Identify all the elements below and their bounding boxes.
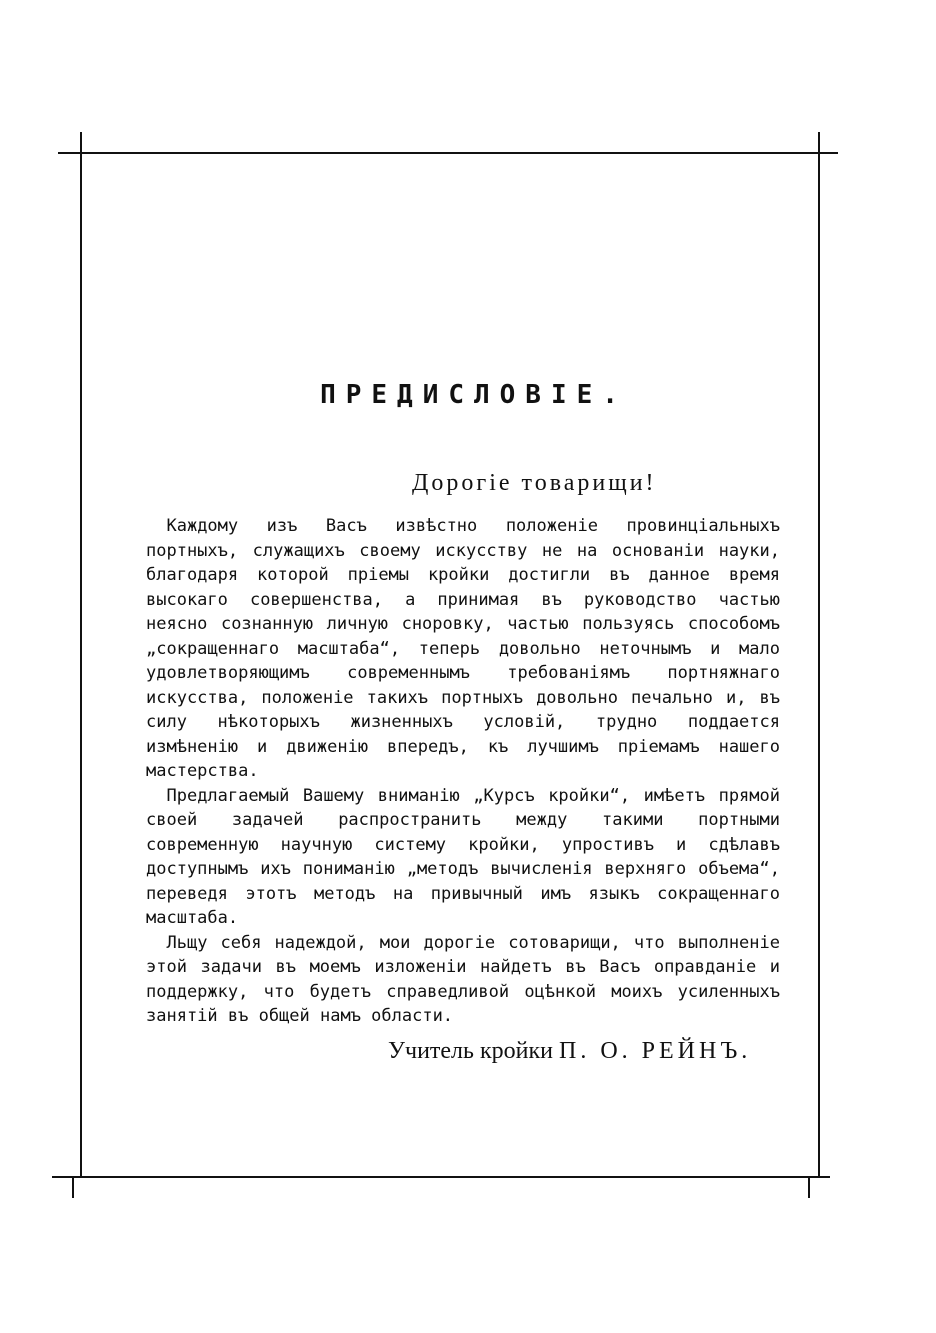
frame-top-line bbox=[58, 152, 838, 154]
frame-tick-bottom-right bbox=[808, 1176, 810, 1198]
signature-name: П. О. РЕЙНЪ. bbox=[558, 1038, 752, 1064]
signature-prefix: Учитель кройки bbox=[388, 1038, 553, 1064]
page-heading: ПРЕДИСЛОВІЕ. bbox=[320, 380, 628, 410]
body-text bbox=[146, 514, 780, 1029]
frame-tick-top-right bbox=[818, 132, 820, 154]
paragraph-3: Льщу себя надеждой, мои дорогіе сотоварищи, что выполненіе этой задачи въ моемъ изложеніи найдетъ въ Васъ оправданіе и поддержку, что будетъ справедливой оцѣнкой моихъ усиленныхъ занятій въ общей намъ области. bbox=[146, 932, 780, 1026]
salutation: Дорогіе товарищи! bbox=[412, 470, 657, 496]
frame-bottom-line bbox=[52, 1176, 830, 1178]
paragraph-2: Предлагаемый Вашему вниманію „Курсъ кройки“, имѣетъ прямой своей задачей распространить между такими портными современную научную систему кройки, упростивъ и сдѣлавъ доступнымъ ихъ пониманію „методъ вычисленія верхняго объема“, переведя этотъ методъ на привычный имъ языкъ сокращеннаго масштаба. bbox=[146, 785, 780, 928]
frame-left-line bbox=[80, 152, 82, 1178]
paragraph-1: Каждому изъ Васъ извѣстно положеніе провинціальныхъ портныхъ, служащихъ своему искусству не на основаніи науки, благодаря которой пріемы кройки достигли въ данное время высокаго совершенства, а принимая въ руководство частью неясно сознанную личную сноровку, частью пользуясь способомъ „сокращеннаго масштаба“, теперь довольно неточнымъ и мало удовлетворяющимъ современнымъ требованіямъ портняжнаго искусства, положеніе такихъ портныхъ довольно печально и, въ силу нѣкоторыхъ жизненныхъ условій, трудно поддается измѣненію и движенію впередъ, къ лучшимъ пріемамъ нашего мастерства. bbox=[146, 516, 780, 781]
frame-tick-bottom-left bbox=[72, 1176, 74, 1198]
signature bbox=[388, 1038, 751, 1065]
frame-right-line bbox=[818, 152, 820, 1178]
frame-tick-top-left bbox=[80, 132, 82, 154]
